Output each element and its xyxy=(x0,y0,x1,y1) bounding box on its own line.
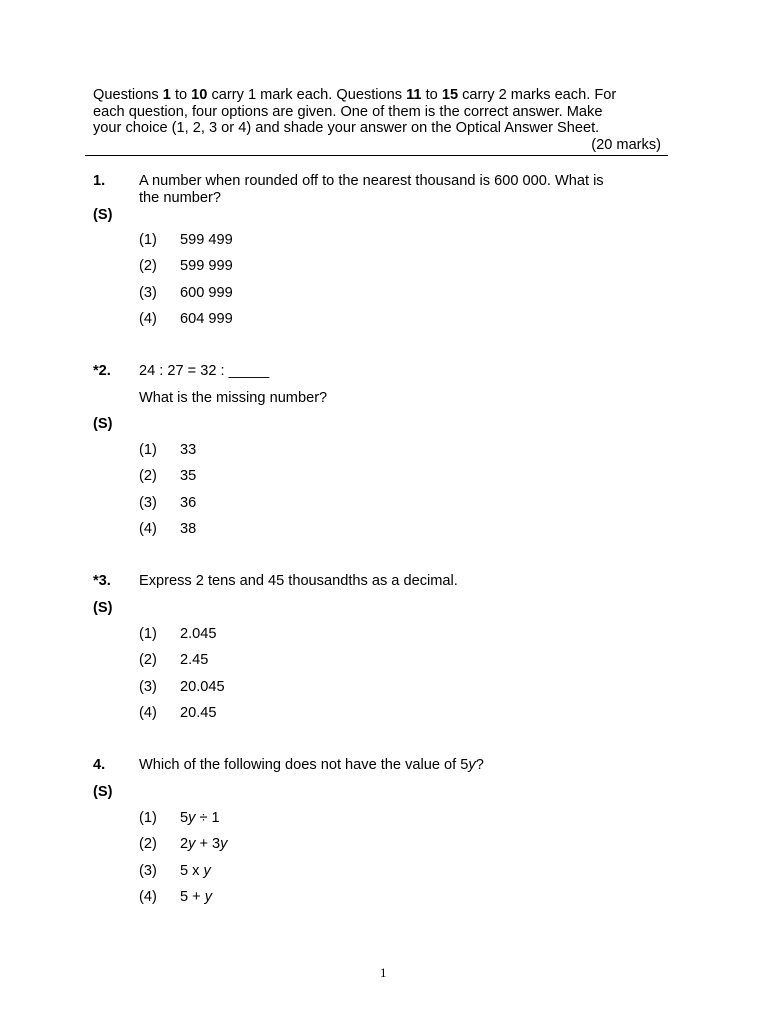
question-1-option-4-label: (4) xyxy=(139,311,157,327)
question-4-text xyxy=(139,757,484,773)
question-4-option-1-value xyxy=(180,810,220,826)
question-1-flag: (S) xyxy=(93,207,113,223)
option-term: + 3 xyxy=(195,836,221,852)
instructions-line-1 xyxy=(93,87,668,104)
question-1-text-line-2: the number? xyxy=(139,189,221,206)
question-3-option-2-label: (2) xyxy=(139,652,157,668)
question-3-option-3-label: (3) xyxy=(139,679,157,695)
option-variable: y xyxy=(188,810,196,826)
question-2-ratio: 24 : 27 = 32 : _____ xyxy=(139,363,270,379)
question-2-option-4-label: (4) xyxy=(139,521,157,537)
divider-rule xyxy=(85,155,668,156)
question-2-number: *2. xyxy=(93,363,111,379)
question-4-flag: (S) xyxy=(93,784,113,800)
question-3-option-1-label: (1) xyxy=(139,626,157,642)
instr-bold: 15 xyxy=(441,87,459,103)
instructions-line-3: your choice (1, 2, 3 or 4) and shade your answer on the Optical Answer Sheet. xyxy=(93,120,600,137)
question-3-option-4-value: 20.45 xyxy=(180,705,217,721)
instr-text: to xyxy=(170,87,192,103)
question-1-option-2-label: (2) xyxy=(139,258,157,274)
question-2-flag: (S) xyxy=(93,416,113,432)
question-2-option-1-value: 33 xyxy=(180,442,197,458)
question-4-text-variable: y xyxy=(468,757,476,773)
instr-bold: 1 xyxy=(162,87,171,103)
option-variable: y xyxy=(220,836,228,852)
question-3-option-2-value: 2.45 xyxy=(180,652,209,668)
instructions xyxy=(93,87,668,154)
question-1-option-1-value: 599 499 xyxy=(180,232,233,248)
question-4-text-main: Which of the following does not have the value of 5 xyxy=(139,757,469,773)
option-variable: y xyxy=(203,863,211,879)
instr-bold: 11 xyxy=(406,87,422,103)
question-1-option-1-label: (1) xyxy=(139,232,157,248)
question-4-option-3-label: (3) xyxy=(139,863,157,879)
instr-text: to xyxy=(421,87,442,103)
question-3-text: Express 2 tens and 45 thousandths as a decimal. xyxy=(139,573,458,589)
question-4-option-4-value xyxy=(180,889,212,905)
question-1-text-line-1: A number when rounded off to the nearest thousand is 600 000. What is xyxy=(139,173,604,189)
instr-text: carry 2 marks each. For xyxy=(458,87,617,103)
question-4-option-4-label: (4) xyxy=(139,889,157,905)
question-4-text-end: ? xyxy=(475,757,484,773)
instr-text: Questions xyxy=(93,87,163,103)
option-variable: y xyxy=(204,889,213,905)
instr-bold: 10 xyxy=(191,87,208,103)
instr-text: carry 1 mark each. Questions xyxy=(207,87,407,103)
question-2-option-3-label: (3) xyxy=(139,495,157,511)
question-2-option-3-value: 36 xyxy=(180,495,197,511)
question-3-option-1-value: 2.045 xyxy=(180,626,217,642)
page-number: 1 xyxy=(380,965,387,980)
question-1-option-4-value: 604 999 xyxy=(180,311,233,327)
question-4-option-3-value xyxy=(180,863,211,879)
question-2-text: What is the missing number? xyxy=(139,390,328,406)
question-1-text xyxy=(139,173,604,206)
question-1-option-2-value: 599 999 xyxy=(180,258,233,274)
question-2-option-2-value: 35 xyxy=(180,468,197,484)
question-4-option-1-label: (1) xyxy=(139,810,157,826)
option-term: ÷ 1 xyxy=(195,810,220,826)
option-variable: y xyxy=(188,836,196,852)
question-4-option-2-label: (2) xyxy=(139,836,157,852)
question-4-option-2-value xyxy=(180,836,227,852)
question-2-option-4-value: 38 xyxy=(180,521,197,537)
question-1-option-3-value: 600 999 xyxy=(180,285,233,301)
question-1-option-3-label: (3) xyxy=(139,285,157,301)
question-3-option-4-label: (4) xyxy=(139,705,157,721)
option-term: 5 xyxy=(180,810,189,826)
question-3-option-3-value: 20.045 xyxy=(180,679,225,695)
option-term: 2 xyxy=(180,836,189,852)
question-3-flag: (S) xyxy=(93,600,113,616)
question-3-number: *3. xyxy=(93,573,111,589)
instructions-marks: (20 marks) xyxy=(591,137,661,154)
instructions-line-2: each question, four options are given. One of them is the correct answer. Make xyxy=(93,103,603,120)
question-2-option-1-label: (1) xyxy=(139,442,157,458)
question-2-option-2-label: (2) xyxy=(139,468,157,484)
question-1-number: 1. xyxy=(93,173,106,189)
option-term: 5 x xyxy=(180,863,204,879)
question-4-number: 4. xyxy=(93,757,106,773)
option-term: 5 + xyxy=(180,889,205,905)
